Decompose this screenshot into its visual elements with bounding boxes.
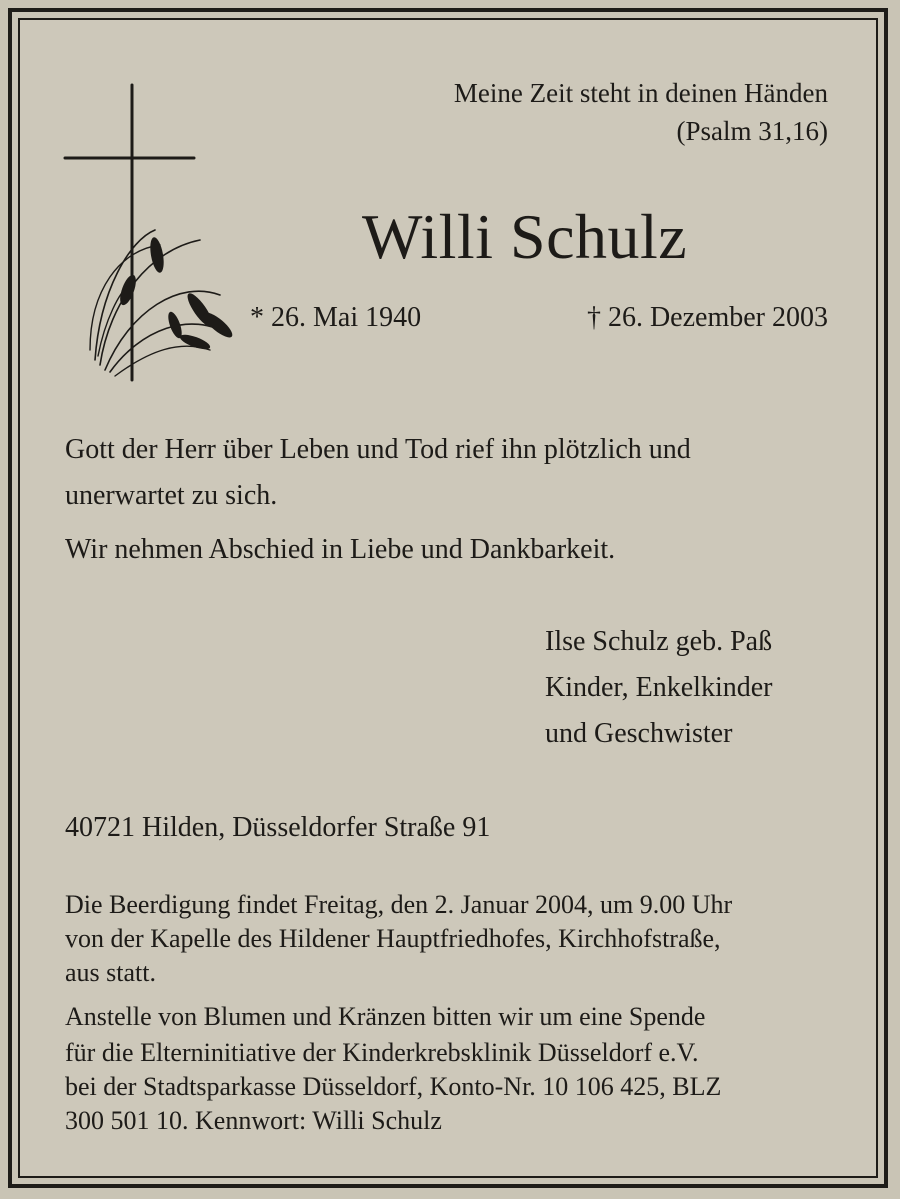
donation-line: Anstelle von Blumen und Kränzen bitten wir um eine Spende — [65, 1002, 706, 1031]
mourner-line: Ilse Schulz geb. Paß — [545, 626, 773, 657]
donation-line: 300 501 10. Kennwort: Willi Schulz — [65, 1106, 442, 1135]
message-line: Gott der Herr über Leben und Tod rief ihn plötzlich und — [65, 434, 691, 465]
deceased-name: Willi Schulz — [362, 201, 688, 272]
motto-reference: (Psalm 31,16) — [676, 116, 828, 146]
mourner-line: Kinder, Enkelkinder — [545, 672, 773, 703]
address: 40721 Hilden, Düsseldorfer Straße 91 — [65, 812, 491, 843]
funeral-line: Die Beerdigung findet Freitag, den 2. Januar 2004, um 9.00 Uhr — [65, 890, 733, 919]
donation-line: für die Elterninitiative der Kinderkrebsklinik Düsseldorf e.V. — [65, 1038, 699, 1067]
funeral-line: von der Kapelle des Hildener Hauptfriedhofes, Kirchhofstraße, — [65, 924, 721, 953]
motto-line: Meine Zeit steht in deinen Händen — [453, 78, 828, 108]
funeral-line: aus statt. — [65, 958, 156, 987]
mourner-line: und Geschwister — [545, 718, 733, 749]
message-line: Wir nehmen Abschied in Liebe und Dankbarkeit. — [65, 534, 616, 565]
cross-with-wheat-icon — [60, 80, 250, 385]
birth-date: * 26. Mai 1940 — [250, 302, 422, 333]
donation-line: bei der Stadtsparkasse Düsseldorf, Konto-Nr. 10 106 425, BLZ — [65, 1072, 722, 1101]
message-line: unerwartet zu sich. — [65, 480, 278, 511]
death-date: † 26. Dezember 2003 — [586, 302, 828, 333]
